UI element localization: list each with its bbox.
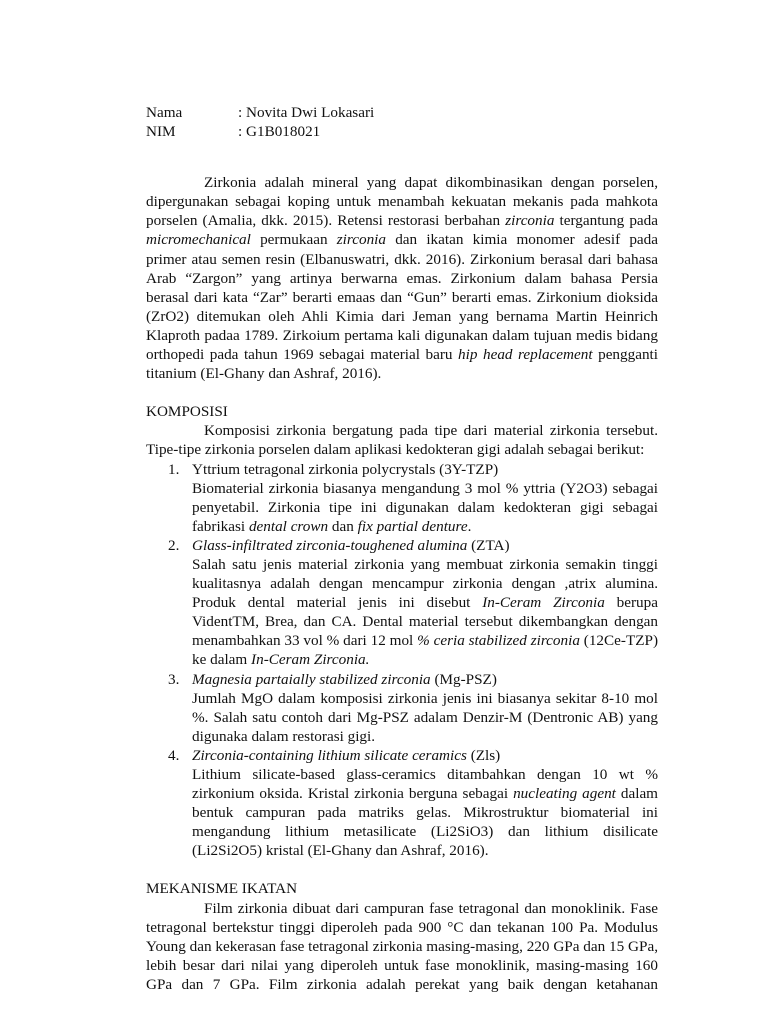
spacer: [146, 860, 658, 879]
intro-italic: zirconia: [505, 212, 555, 230]
title-italic: Magnesia partaially stabilized zirconia: [192, 670, 431, 688]
body-italic: In-Ceram Zirconia.: [251, 651, 370, 669]
body-text: dalam bentuk campuran pada matriks gelas. Mikrostruktur biomaterial ini mengandung lithium metasilicate (Li2SiO3) dan lithium disilicate (Li2Si2O5) kristal (El-Ghany dan Ashraf, 2016).: [192, 785, 658, 860]
body-text: berupa VidentTM, Brea, dan CA. Dental material tersebut dikembangkan dengan menambahkan 33 vol % dari 12 mol: [192, 594, 658, 650]
title-text: (Zls): [466, 746, 501, 764]
title-text: (ZTA): [467, 536, 510, 554]
intro-text: dan ikatan kimia monomer adesif pada primer atau semen resin (Elbanuswatri, dkk. 2016). Zirkonium berasal dari bahasa Arab “Zargon” yang artinya berwarna emas. Zirkonium dalam bahasa Persia berasal dari kata “Zar” berarti emaas dan “Gun” berarti emas. Zirkonium dioksida (ZrO2) ditemukan oleh Ahli Kimia dari Jeman yang bernama Martin Heinrich Klaproth padaa 1789. Zirkoium pertama kali digunakan dalam tujuan medis bidang orthopedi pada tahun 1969 sebagai material baru: [146, 231, 659, 364]
mekanisme-paragraph: Film zirkonia dibuat dari campuran fase tetragonal dan monoklinik. Fase tetragonal bertekstur tinggi diperoleh pada 900 °C dan tekanan 100 Pa. Modulus Young dan kekerasan fase tetragonal zirkonia masing-masing, 220 GPa dan 15 GPa, lebih besar dari nilai yang diperoleh untuk fase monoklinik, masing-masing 160 GPa dan 7 GPa. Film zirkonia adalah perekat yang baik dengan ketahanan: [146, 899, 658, 993]
document-content: [146, 103, 658, 994]
list-item: [146, 746, 658, 861]
list-item-title: Yttrium tetragonal zirkonia polycrystals (3Y-TZP): [192, 460, 499, 478]
title-italic: Glass-infiltrated zirconia-toughened alumina: [192, 536, 468, 554]
list-item: [146, 460, 658, 536]
intro-italic: micromechanical: [146, 231, 251, 249]
komposisi-list: [146, 460, 658, 861]
mekanisme-heading: MEKANISME IKATAN: [146, 880, 298, 898]
intro-italic: zirconia: [336, 231, 386, 249]
spacer: [146, 383, 658, 402]
intro-italic: hip head replacement: [458, 346, 593, 364]
nim-row: [146, 122, 658, 141]
name-value: : Novita Dwi Lokasari: [238, 104, 375, 121]
list-item-body: [192, 479, 658, 536]
body-text: .: [467, 517, 472, 535]
list-number: 2.: [168, 536, 180, 554]
list-item: [146, 670, 658, 746]
komposisi-intro: Komposisi zirkonia bergatung pada tipe dari material zirkonia tersebut. Tipe-tipe zirkonia porselen dalam aplikasi kedokteran gigi adalah sebagai berikut:: [146, 422, 658, 459]
intro-text: tergantung pada: [554, 212, 658, 230]
body-italic: nucleating agent: [513, 785, 616, 803]
list-item-body: [192, 765, 658, 860]
body-text: Lithium silicate-based glass-ceramics ditambahkan dengan 10 wt % zirkonium oksida. Kristal zirkonia berguna sebagai: [192, 766, 658, 803]
nim-value: : G1B018021: [238, 123, 321, 141]
intro-text: Zirkonia adalah mineral yang dapat dikombinasikan dengan porselen, dipergunakan sebagai koping untuk menambah kekuatan mekanis pada mahkota porselen (Amalia, dkk. 2015). Retensi restorasi berbahan: [146, 174, 658, 230]
name-label: Nama: [146, 104, 183, 121]
list-number: 1.: [168, 460, 180, 478]
body-italic: dental crown: [248, 517, 329, 535]
body-text: dan: [328, 517, 358, 535]
list-item-title: [192, 746, 658, 765]
title-italic: Zirconia-containing lithium silicate ceramics: [192, 746, 467, 764]
list-item-body: [192, 555, 658, 670]
list-item-body: Jumlah MgO dalam komposisi zirkonia jenis ini biasanya sekitar 8-10 mol %. Salah satu contoh dari Mg-PSZ adalam Denzir-M (Dentronic AB) yang digunaka dalam restorasi gigi.: [192, 689, 658, 745]
list-item-title: [192, 670, 658, 689]
komposisi-heading: KOMPOSISI: [146, 403, 228, 421]
list-number: 3.: [168, 670, 180, 688]
list-item-title: [192, 536, 658, 555]
name-row: [146, 103, 658, 122]
nim-label: NIM: [146, 123, 176, 141]
list-item: [146, 536, 658, 670]
body-text: (12Ce-TZP) ke dalam: [192, 632, 659, 669]
intro-text: pengganti titanium (El-Ghany dan Ashraf, 2016).: [146, 346, 658, 383]
intro-paragraph: [146, 173, 658, 383]
spacer: [146, 141, 658, 173]
body-text: Salah satu jenis material zirkonia yang membuat zirkonia semakin tinggi kualitasnya adalah dengan mencampur zirkonia dengan ,atrix alumina. Produk dental material jenis ini disebut: [192, 555, 658, 612]
body-italic: % ceria stabilized zirconia: [417, 632, 580, 650]
body-italic: In-Ceram Zirconia: [482, 594, 605, 612]
title-text: (Mg-PSZ): [430, 670, 497, 688]
body-italic: fix partial denture: [357, 517, 468, 535]
intro-text: permukaan: [250, 231, 337, 249]
list-number: 4.: [168, 746, 180, 764]
body-text: Biomaterial zirkonia biasanya mengandung 3 mol % yttria (Y2O3) sebagai penyetabil. Zirkonia tipe ini digunakan dalam kedokteran gigi sebagai fabrikasi: [192, 479, 658, 535]
